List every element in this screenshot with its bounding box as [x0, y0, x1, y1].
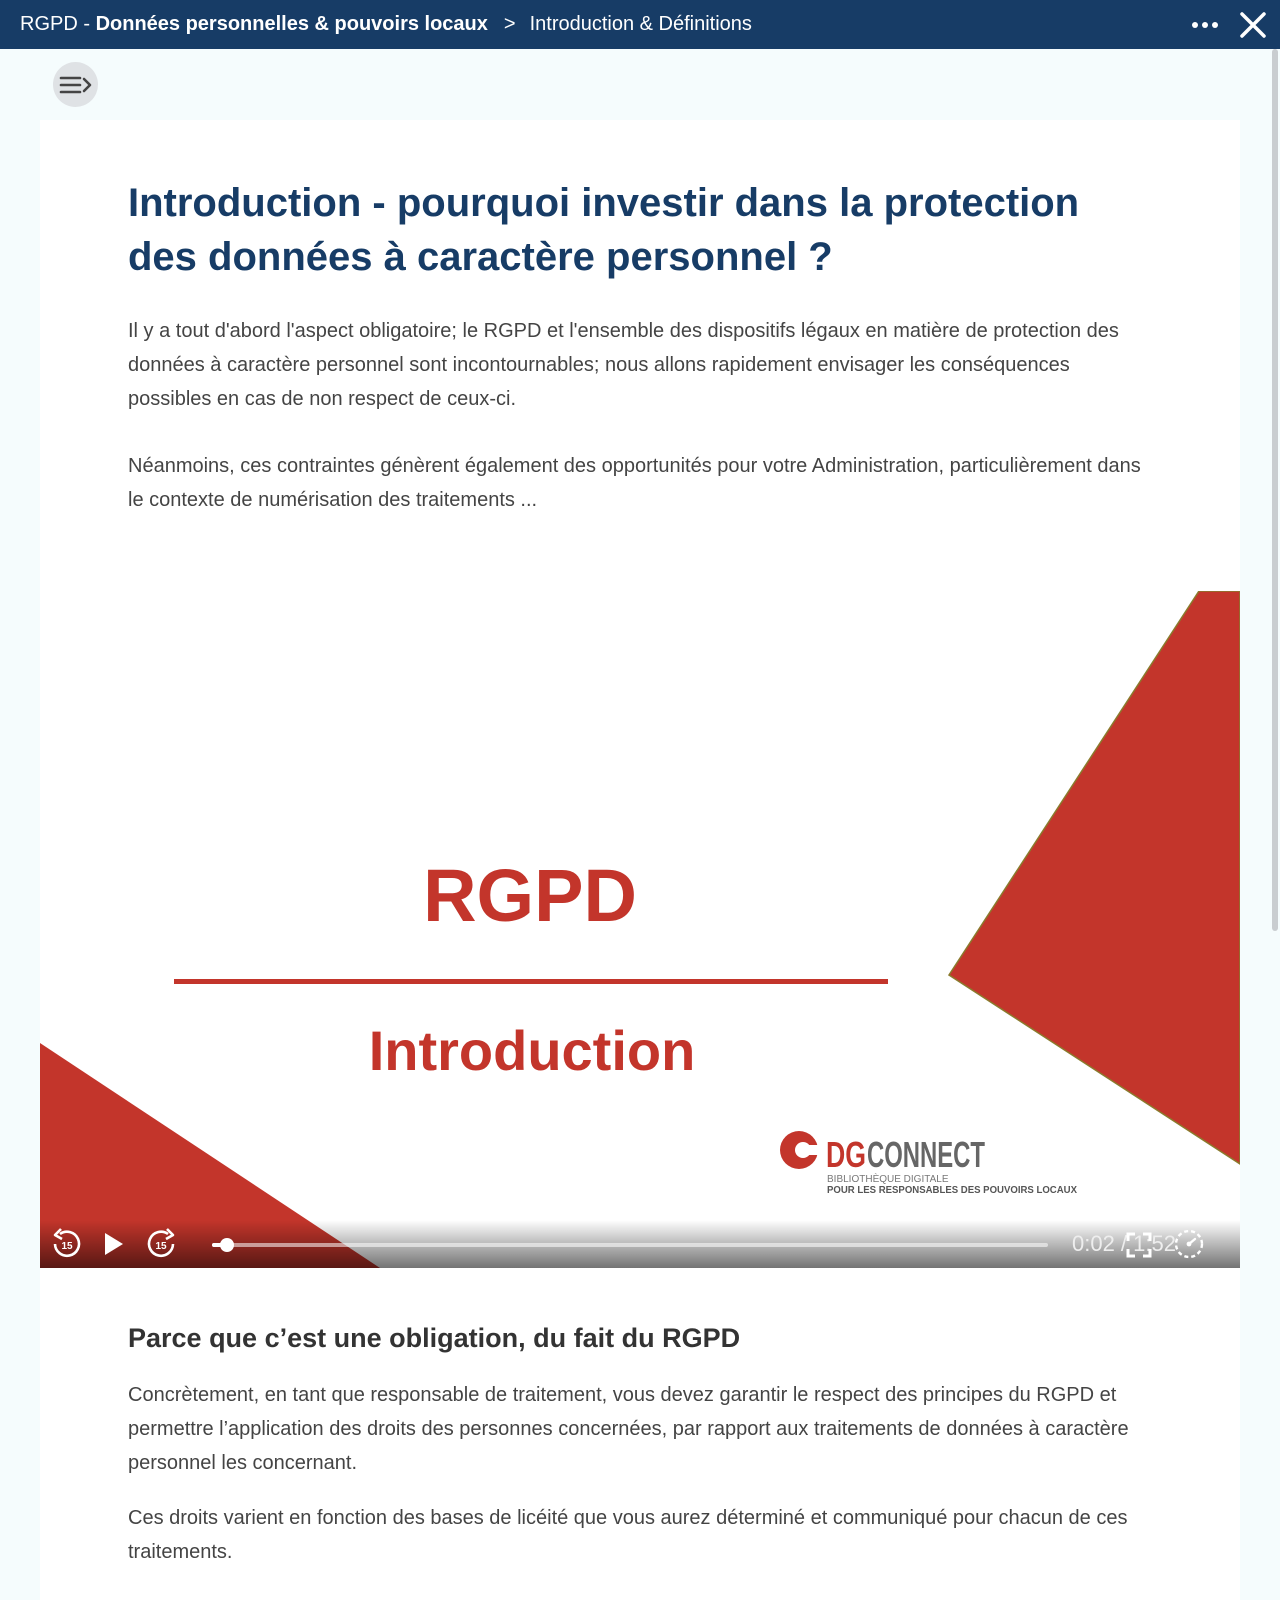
- playback-speed-icon: [1173, 1228, 1205, 1260]
- video-player[interactable]: [40, 591, 1240, 1268]
- logo-tagline-2: POUR LES RESPONSABLES DES POUVOIRS LOCAUX: [827, 1185, 1078, 1196]
- more-dot: [1202, 22, 1208, 28]
- logo-dg: DG: [826, 1134, 866, 1175]
- slide-subtitle: Introduction: [368, 1019, 696, 1082]
- sidebar-toggle-button[interactable]: [53, 62, 98, 107]
- logo-tagline-1: BIBLIOTHÈQUE DIGITALE: [827, 1174, 949, 1185]
- section-paragraph: Ces droits varient en fonction des bases de licéité que vous aurez déterminé et communiqué pour chacun de ces traitements.: [128, 1507, 1128, 1563]
- play-button[interactable]: [98, 1228, 130, 1260]
- breadcrumb-separator-icon: >: [503, 13, 516, 35]
- course-prefix: RGPD -: [20, 13, 96, 35]
- svg-text:15: 15: [155, 1241, 167, 1252]
- logo-connect: CONNECT: [867, 1134, 986, 1175]
- section-heading: Parce que c’est une obligation, du fait du RGPD: [128, 1323, 741, 1353]
- intro-paragraph: Néanmoins, ces contraintes génèrent également des opportunités pour votre Administration, particulièrement dans le contexte de numérisation des traitements ...: [128, 455, 1141, 511]
- forward-15-icon: [146, 1228, 178, 1260]
- forward-button[interactable]: [144, 1226, 180, 1262]
- playback-speed-button[interactable]: [1172, 1227, 1206, 1261]
- fullscreen-icon: [1126, 1232, 1152, 1258]
- slide-title: RGPD: [423, 854, 637, 937]
- rewind-15-icon: [50, 1228, 82, 1260]
- top-bar: [0, 0, 1280, 49]
- svg-text:15: 15: [61, 1241, 73, 1252]
- section-paragraph: Concrètement, en tant que responsable de traitement, vous devez garantir le respect des principes du RGPD et permettre l’application des droits des personnes concernées, par rapport aux traitements de données à caractère personnel les concernant.: [128, 1384, 1129, 1474]
- time-display: 0:02 / 1:52: [1072, 1231, 1176, 1256]
- lesson-card: [40, 120, 1240, 1600]
- more-options-button[interactable]: [1184, 0, 1226, 49]
- course-breadcrumb[interactable]: [20, 13, 488, 36]
- scrollbar-thumb[interactable]: [1272, 49, 1278, 931]
- close-button[interactable]: [1226, 0, 1280, 49]
- dgconnect-logo: [780, 1131, 1077, 1196]
- course-name: Données personnelles & pouvoirs locaux: [95, 13, 488, 35]
- play-icon: [103, 1232, 125, 1256]
- video-progress-bar[interactable]: [212, 1243, 1048, 1247]
- page-scrollbar[interactable]: [1270, 49, 1280, 1600]
- rewind-button[interactable]: [48, 1226, 84, 1262]
- progress-knob[interactable]: [220, 1238, 234, 1252]
- fullscreen-button[interactable]: [1124, 1230, 1154, 1260]
- more-dots-icon: [1192, 22, 1198, 28]
- menu-expand-icon: [59, 73, 93, 97]
- close-icon: [1239, 11, 1267, 39]
- video-controls: [40, 1220, 1240, 1268]
- slide-divider: [174, 979, 888, 984]
- lesson-breadcrumb: Introduction & Définitions: [529, 13, 752, 35]
- intro-paragraph: Il y a tout d'abord l'aspect obligatoire; le RGPD et l'ensemble des dispositifs légaux en matière de protection des données à caractère personnel sont incontournables; nous allons rapidement envisager les conséquences possibles en cas de non respect de ceux-ci.: [128, 320, 1119, 410]
- slide-triangle-right: [949, 591, 1240, 1164]
- lesson-title: Introduction - pourquoi investir dans la protection des données à caractère personnel ?: [128, 181, 1080, 279]
- video-frame[interactable]: [40, 591, 1240, 1268]
- more-dot: [1212, 22, 1218, 28]
